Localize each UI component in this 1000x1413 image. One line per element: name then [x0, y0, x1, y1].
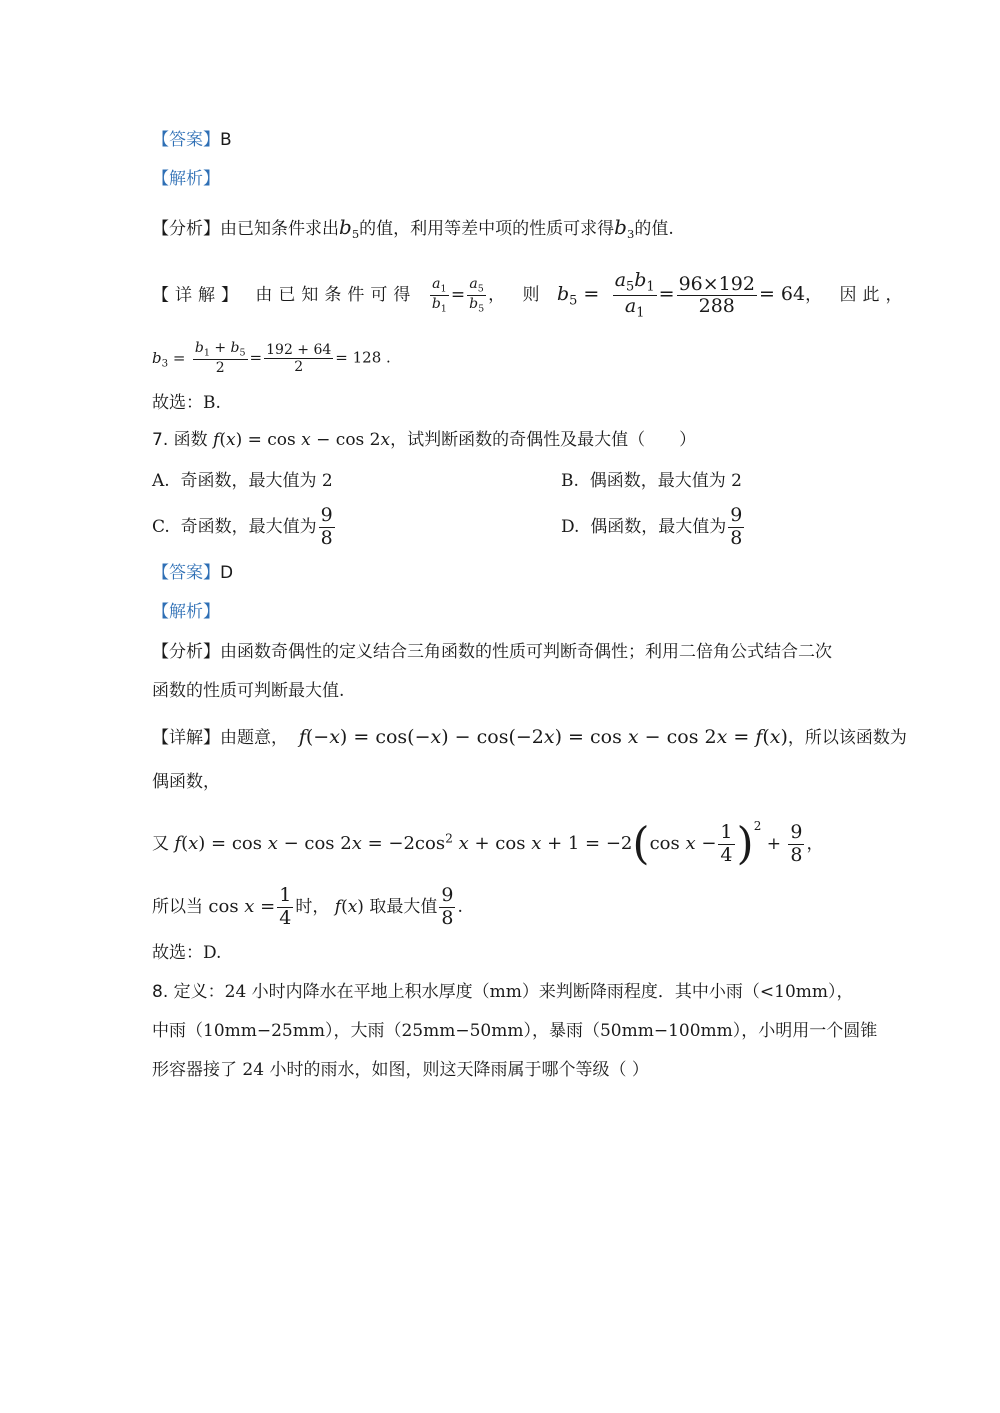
q7-option-d[interactable]: D. 偶函数，最大值为 $\frac{9}{8}$ — [561, 504, 743, 549]
q6-choice: 故选：B. — [152, 393, 221, 413]
q6-fenxi-line — [152, 217, 674, 241]
q7-option-a[interactable]: A. 奇函数，最大值为 2 — [152, 471, 333, 491]
q7-even-text: 偶函数， — [152, 772, 220, 792]
q8-line2: 中雨（10mm−25mm），大雨（25mm−50mm），暴雨（50mm−100mm），小明用一个圆锥 — [152, 1021, 878, 1041]
q8-line3: 形容器接了 24 小时的雨水，如图，则这天降雨属于哪个等级（ ） — [152, 1060, 649, 1080]
q7-derivation: 又 $f(x) = \cos x - \cos 2x = -2\cos^2$ x + cos x + 1 = −2(cos x − $\frac{1}{4}$ )$^2$ + $\frac{9}{8}$ ， — [152, 818, 824, 870]
q7-fenxi-line2: 函数的性质可判断最大值. — [152, 681, 345, 701]
answer-label: 【答案】 — [152, 130, 220, 150]
answer-value: B — [220, 130, 232, 150]
q7-xiangjie-line: 【详解】由题意， f(−x) = cos(−x) − cos(−2x) = cos x − cos 2x = f(x)，所以该函数为 — [152, 726, 907, 748]
fenxi-label: 【分析】 — [152, 642, 220, 662]
q8-line1 — [152, 984, 854, 1001]
fenxi-label: 【分析】 — [152, 219, 220, 239]
xiangjie-text: 由已知条件可得 $\frac{a_1}{b_1}$ = $\frac{a_5}{b_5}$ ， 则 $b_5$ = $\frac{a_5b_1}{a_1}$ = $\frac{96\times 192}{288}$ = 64， 因此， — [244, 269, 909, 321]
q7-conclusion: 所以当 cos x = $\frac{1}{4}$ 时， f(x) 取最大值 $\frac{9}{8}$ . — [152, 884, 463, 929]
fenxi-text: 由已知条件求出$b_5$的值，利用等差中项的性质可求得$b_3$的值. — [220, 215, 674, 242]
q7-choice: 故选：D. — [152, 943, 222, 963]
q7-fenxi-line1 — [152, 644, 832, 661]
q6-b3-line: $b_3$ = $\frac{b_1 + b_5}{2}$ = $\frac{192 + 64}{2}$ = 128 . — [152, 340, 391, 377]
xiangjie-label: 【详解】 — [152, 728, 220, 748]
q6-answer-line — [152, 132, 232, 149]
answer-value: D — [220, 563, 234, 583]
q7-analysis-label: 【解析】 — [152, 602, 220, 622]
fenxi-text: 由函数奇偶性的定义结合三角函数的性质可判断奇偶性；利用二倍角公式结合二次 — [220, 642, 832, 662]
q6-xiangjie-line — [152, 270, 908, 322]
q7-option-b[interactable]: B. 偶函数，最大值为 2 — [561, 471, 742, 491]
answer-label: 【答案】 — [152, 563, 220, 583]
q7-option-c[interactable]: C. 奇函数，最大值为 $\frac{9}{8}$ — [152, 504, 333, 549]
q7-stem: 7. 函数 f(x) = cos x − cos 2x，试判断函数的奇偶性及最大值（ ） — [152, 430, 697, 450]
q7-number: 7. — [152, 430, 169, 450]
xiangjie-label: 【详解】 — [152, 285, 244, 306]
q6-analysis-label: 【解析】 — [152, 169, 220, 189]
q8-number: 8. — [152, 982, 169, 1002]
q7-answer-line — [152, 565, 233, 582]
q8-text-1: 定义：24 小时内降水在平地上积水厚度（mm）来判断降雨程度．其中小雨（<10mm）， — [173, 982, 854, 1002]
